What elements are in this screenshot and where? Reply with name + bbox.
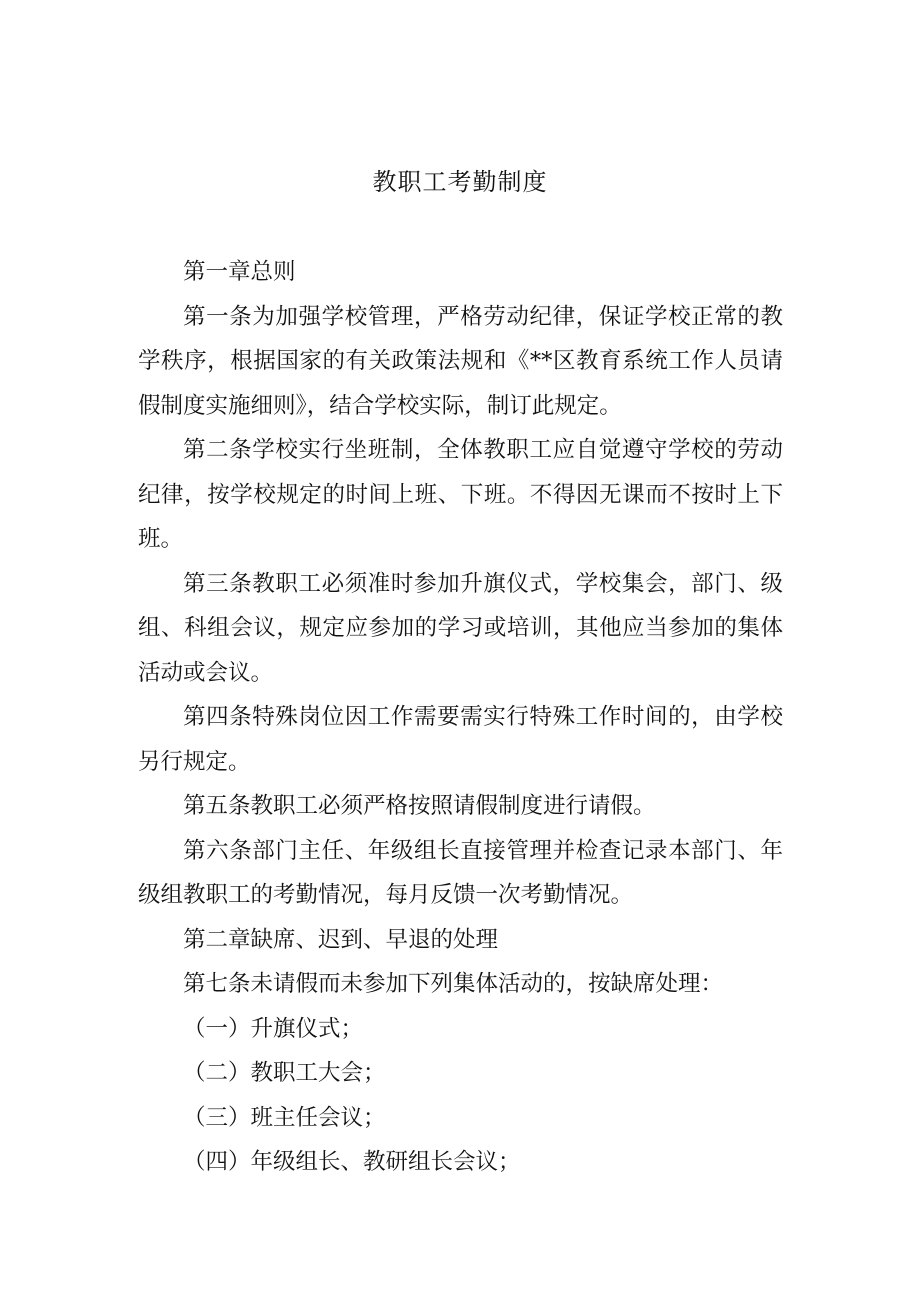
chapter-2-heading: 第二章缺席、迟到、早退的处理 bbox=[183, 926, 499, 953]
list-item: （一）升旗仪式； bbox=[183, 1015, 364, 1042]
article-1: 第一条为加强学校管理，严格劳动纪律，保证学校正常的教学秩序，根据国家的有关政策法规和《**区教育系统工作人员请假制度实施细则》，结合学校实际，制订此规定。 bbox=[138, 303, 783, 419]
article-2: 第二条学校实行坐班制，全体教职工应自觉遵守学校的劳动纪律，按学校规定的时间上班、下班。不得因无课而不按时上下班。 bbox=[138, 437, 783, 552]
list-item: （二）教职工大会； bbox=[183, 1060, 386, 1086]
document-title: 教职工考勤制度 bbox=[372, 168, 548, 196]
article-7: 第七条未请假而未参加下列集体活动的，按缺席处理： bbox=[183, 971, 724, 997]
article-5: 第五条教职工必须严格按照请假制度进行请假。 bbox=[183, 793, 656, 819]
list-item: （三）班主任会议； bbox=[183, 1104, 386, 1131]
article-3: 第三条教职工必须准时参加升旗仪式，学校集会，部门、级组、科组会议，规定应参加的学习或培训，其他应当参加的集体活动或会议。 bbox=[138, 570, 783, 686]
article-6: 第六条部门主任、年级组长直接管理并检查记录本部门、年级组教职工的考勤情况，每月反馈一次考勤情况。 bbox=[138, 837, 783, 908]
document-body bbox=[138, 250, 783, 1185]
article-4: 第四条特殊岗位因工作需要需实行特殊工作时间的，由学校另行规定。 bbox=[138, 704, 783, 775]
list-item: （四）年级组长、教研组长会议； bbox=[183, 1149, 521, 1175]
chapter-1-heading: 第一章总则 bbox=[183, 259, 296, 285]
